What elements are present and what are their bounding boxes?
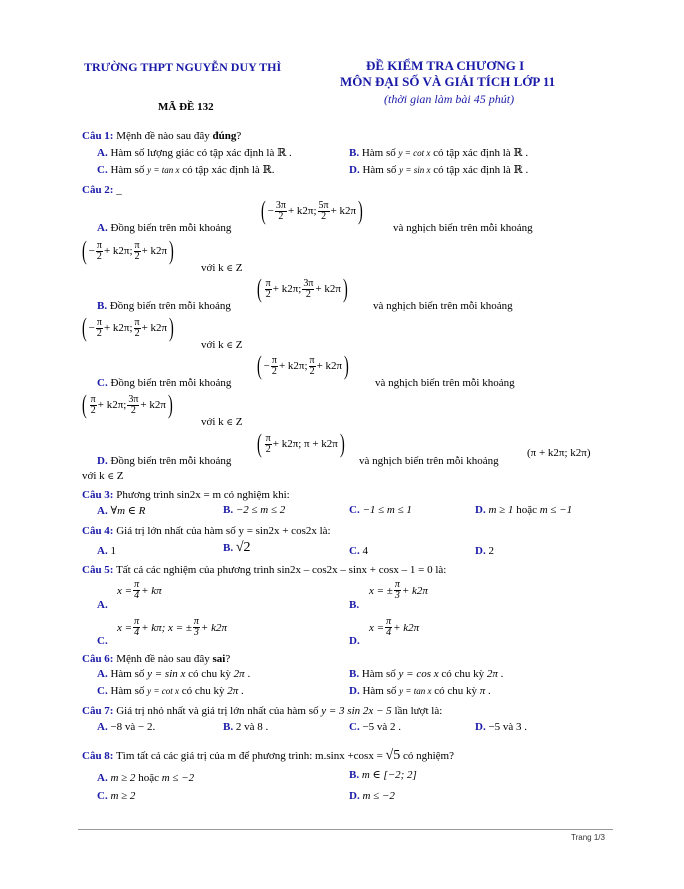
option-math-2: 2π: [227, 685, 239, 697]
option-text: Đồng biến trên mỗi khoảng: [110, 377, 232, 389]
q2c-decreasing-text: và nghịch biến trên mỗi khoảng: [375, 377, 515, 389]
element-of-symbol: ∈: [226, 340, 234, 350]
element-of-symbol: ∈: [226, 263, 234, 273]
q5-option-a-math: x = $\frac{\pi}{4}$ + kπ: [117, 579, 162, 601]
with-k-text: với k: [201, 416, 224, 428]
option-tail: .: [497, 668, 504, 680]
q2a-decreasing-text: và nghịch biến trên mỗi khoảng: [393, 222, 533, 234]
option-label: A.: [97, 545, 108, 557]
option-math: −1 ≤ m ≤ 1: [362, 504, 412, 516]
option-label: B.: [349, 147, 360, 159]
q6-option-b[interactable]: [349, 668, 503, 680]
question-7-label: Câu 7:: [82, 705, 114, 717]
q2a-increasing-interval: ( − $\frac{3\pi}{2}$ + k2π; $\frac{5\pi}{2}$ + k2π ): [260, 196, 363, 225]
question-1-qmark: ?: [236, 130, 242, 142]
option-text-mid: hoặc: [513, 504, 540, 516]
option-tail: .: [271, 164, 275, 176]
option-label: A.: [97, 721, 108, 733]
option-math-2: ℝ: [262, 164, 272, 176]
option-text-mid: có chu kỳ: [178, 685, 228, 697]
option-math-2: 2π: [233, 668, 245, 680]
option-label: C.: [97, 377, 108, 389]
option-label: A.: [97, 668, 108, 680]
option-tail: .: [238, 685, 244, 697]
option-text-mid: có tập xác định là: [430, 164, 514, 176]
option-text-mid: có chu kỳ: [431, 685, 480, 697]
option-text: Hàm số: [110, 685, 148, 697]
q6-option-d[interactable]: [349, 685, 491, 697]
question-7-stem: [82, 705, 442, 717]
option-math-2: m ≤ −2: [161, 772, 195, 784]
q5-option-b-math: x = ± $\frac{\pi}{3}$ + k2π: [369, 579, 428, 601]
q1-option-b[interactable]: [349, 146, 528, 159]
question-1-stem: [82, 130, 241, 142]
option-label: D.: [97, 455, 108, 467]
option-label: A.: [97, 147, 108, 159]
q2-option-a[interactable]: [97, 222, 231, 234]
with-k-text: với k: [201, 339, 224, 351]
option-text: 2 và 8 .: [235, 721, 269, 733]
option-math: y = tan x: [147, 165, 180, 175]
question-5-label: Câu 5:: [82, 564, 114, 576]
question-6-label: Câu 6:: [82, 653, 114, 665]
q2-option-b[interactable]: [97, 300, 231, 312]
page-number: Trang 1/3: [571, 833, 605, 842]
option-text: Hàm số: [362, 685, 400, 697]
integer-set: Z: [235, 262, 243, 274]
integer-set: Z: [235, 339, 243, 351]
option-text: −5 và 3 .: [488, 721, 528, 733]
question-2-text: _: [116, 184, 122, 196]
option-tail: .: [485, 685, 491, 697]
option-text-mid: có tập xác định là: [430, 147, 514, 159]
question-2-stem: [82, 184, 122, 196]
with-k-text: với k: [82, 470, 105, 482]
option-math: y = cos x: [398, 668, 439, 680]
option-text: Đồng biến trên mỗi khoảng: [110, 222, 232, 234]
option-text: 4: [362, 545, 368, 557]
q2c-with-k: [201, 416, 243, 428]
q2b-decreasing-interval: ( − $\frac{\pi}{2}$ + k2π; $\frac{\pi}{2}$ + k2π ): [81, 313, 174, 342]
option-math: m ∈ [−2; 2]: [361, 769, 417, 781]
option-math: m ≤ −2: [362, 790, 395, 802]
option-tail: .: [522, 164, 529, 176]
question-5-text: Tất cả các nghiệm của phương trình sin2x – cos2x – sinx + cosx – 1 = 0 là:: [116, 564, 447, 576]
question-7-text: Giá trị nhỏ nhất và giá trị lớn nhất của hàm số: [116, 705, 322, 717]
option-label: C.: [97, 685, 108, 697]
with-k-text: với k: [201, 262, 224, 274]
element-of-symbol: ∈: [226, 417, 234, 427]
q2-option-c[interactable]: [97, 377, 231, 389]
option-label: B.: [349, 668, 360, 680]
element-of-symbol: ∈: [107, 471, 115, 481]
q5-option-d-math: x = $\frac{\pi}{4}$ + k2π: [369, 616, 420, 638]
question-8-stem: [82, 748, 454, 764]
option-label: D.: [475, 721, 486, 733]
question-4-text: Giá trị lớn nhất của hàm số y = sin2x + cos2x là:: [116, 525, 331, 537]
q8-option-d[interactable]: [349, 790, 395, 802]
option-label: D.: [475, 545, 486, 557]
option-text-mid: có tập xác định là: [179, 164, 263, 176]
option-math-2: m ≤ −1: [539, 504, 573, 516]
q4-option-b[interactable]: [223, 540, 251, 556]
option-text: Đồng biến trên mỗi khoảng: [110, 455, 232, 467]
option-text: 1: [110, 545, 116, 557]
option-math-2: ℝ: [513, 147, 523, 159]
q7-option-d[interactable]: [475, 721, 527, 733]
q2d-increasing-interval: ( $\frac{\pi}{2}$ + k2π; π + k2π ): [256, 429, 345, 458]
q2d-decreasing-text: và nghịch biến trên mỗi khoảng: [359, 455, 499, 467]
q4-option-d[interactable]: [475, 545, 494, 557]
footer-divider: [78, 829, 613, 830]
option-tail: .: [244, 668, 251, 680]
option-math: y = cot x: [147, 686, 179, 696]
option-label: B.: [349, 769, 360, 781]
test-subject: MÔN ĐẠI SỐ VÀ GIẢI TÍCH LỚP 11: [340, 74, 556, 89]
option-label: B.: [223, 721, 234, 733]
q5-option-b-label[interactable]: B.: [349, 599, 360, 611]
q2b-increasing-interval: ( $\frac{\pi}{2}$ + k2π; $\frac{3\pi}{2}$ + k2π ): [256, 274, 348, 303]
q5-option-c-math: x = $\frac{\pi}{4}$ + kπ; x = ± $\frac{\pi}{3}$ + k2π: [117, 616, 227, 638]
option-math: m ≥ 2: [110, 790, 136, 802]
q8-option-a[interactable]: [97, 772, 194, 784]
question-1-label: Câu 1:: [82, 130, 114, 142]
option-label: C.: [97, 164, 108, 176]
option-math: √2: [235, 540, 251, 555]
option-math: y = sin x: [147, 668, 186, 680]
q8-option-b[interactable]: [349, 768, 417, 781]
question-7-tail: lần lượt là:: [391, 705, 443, 717]
question-8-text: Tìm tất cả các giá trị của m để phương trình: m.sinx +cosx =: [116, 750, 386, 762]
q1-option-d[interactable]: [349, 163, 528, 176]
q2d-with-k: [82, 470, 124, 482]
option-math: m ≥ 1: [488, 504, 514, 516]
option-text: Đồng biến trên mỗi khoảng: [109, 300, 231, 312]
integer-set: Z: [116, 470, 124, 482]
option-text: Hàm số: [110, 164, 148, 176]
question-3-label: Câu 3:: [82, 489, 114, 501]
option-label: B.: [223, 504, 234, 516]
question-1-emphasis: đúng: [212, 130, 237, 142]
q5-option-a-label[interactable]: A.: [97, 599, 108, 611]
question-6-text: Mệnh đề nào sau đây: [116, 653, 213, 665]
option-text-mid: có chu kỳ: [185, 668, 234, 680]
question-3-stem: [82, 489, 290, 501]
option-math: m ≥ 2: [110, 772, 136, 784]
q3-option-c[interactable]: [349, 504, 412, 516]
option-label: D.: [349, 790, 360, 802]
option-label: D.: [349, 685, 360, 697]
option-math-2: 2π: [486, 668, 498, 680]
q2a-decreasing-interval: ( − $\frac{\pi}{2}$ + k2π; $\frac{\pi}{2}$ + k2π ): [81, 236, 174, 265]
option-label: A.: [97, 772, 108, 784]
question-4-stem: [82, 525, 331, 537]
exam-code: MÃ ĐỀ 132: [158, 101, 214, 113]
integer-set: Z: [235, 416, 243, 428]
q7-option-a[interactable]: [97, 721, 155, 733]
question-4-label: Câu 4:: [82, 525, 114, 537]
option-label: C.: [349, 504, 360, 516]
question-8-math: √5: [385, 748, 401, 763]
option-label: A.: [97, 505, 108, 517]
option-math: y = tan x: [399, 686, 432, 696]
option-label: C.: [349, 545, 360, 557]
option-tail: .: [286, 147, 292, 159]
q2c-increasing-interval: ( − $\frac{\pi}{2}$ + k2π; $\frac{\pi}{2}$ + k2π ): [256, 351, 349, 380]
question-6-emphasis: sai: [212, 653, 226, 665]
option-math: ℝ: [277, 147, 287, 159]
q3-option-d[interactable]: [475, 504, 572, 516]
option-text-mid: hoặc: [135, 772, 162, 784]
q1-option-c[interactable]: [97, 163, 274, 176]
option-text: Hàm số: [361, 147, 399, 159]
option-math: y = sin x: [399, 165, 431, 175]
question-5-stem: [82, 564, 446, 576]
option-math: ∀m ∈ R: [110, 505, 146, 517]
option-label: B.: [97, 300, 108, 312]
question-2-label: Câu 2:: [82, 184, 114, 196]
q7-option-c[interactable]: [349, 721, 401, 733]
option-math-2: ℝ: [513, 164, 523, 176]
option-label: C.: [97, 790, 108, 802]
q3-option-a[interactable]: [97, 504, 145, 517]
q2-option-d[interactable]: [97, 455, 231, 467]
option-text: Hàm số lượng giác có tập xác định là: [110, 147, 278, 159]
option-label: A.: [97, 222, 108, 234]
option-label: D.: [475, 504, 486, 516]
question-6-stem: [82, 653, 230, 665]
option-label: C.: [349, 721, 360, 733]
q2d-decreasing-interval: (π + k2π; k2π): [527, 447, 591, 459]
question-3-text: Phương trình sin2x = m có nghiệm khi:: [116, 489, 290, 501]
option-math-2: π: [479, 685, 486, 697]
q7-option-b[interactable]: [223, 721, 268, 733]
option-label: B.: [223, 542, 234, 554]
q5-option-d-label[interactable]: D.: [349, 635, 360, 647]
option-label: D.: [349, 164, 360, 176]
q2a-with-k: [201, 262, 243, 274]
question-8-label: Câu 8:: [82, 750, 114, 762]
school-name: TRƯỜNG THPT NGUYỄN DUY THÌ: [84, 60, 282, 74]
option-text: Hàm số: [110, 668, 148, 680]
question-7-math: y = 3 sin 2x − 5: [321, 705, 392, 717]
q3-option-b[interactable]: [223, 504, 285, 516]
q4-option-a[interactable]: [97, 545, 116, 557]
question-1-text: Mệnh đề nào sau đây: [116, 130, 213, 142]
q2b-with-k: [201, 339, 243, 351]
option-text-mid: có chu kỳ: [438, 668, 487, 680]
q8-option-c[interactable]: [97, 790, 135, 802]
test-title: ĐỀ KIỂM TRA CHƯƠNG I: [366, 58, 525, 73]
option-text: Hàm số: [362, 164, 400, 176]
test-duration: (thời gian làm bài 45 phút): [384, 92, 515, 106]
option-tail: .: [522, 147, 529, 159]
option-math: y = cot x: [398, 148, 431, 158]
q2c-decreasing-interval: ( $\frac{\pi}{2}$ + k2π; $\frac{3\pi}{2}$ + k2π ): [81, 390, 173, 419]
q6-option-c[interactable]: [97, 685, 244, 697]
option-text: Hàm số: [361, 668, 399, 680]
question-6-qmark: ?: [225, 653, 231, 665]
q2b-decreasing-text: và nghịch biến trên mỗi khoảng: [373, 300, 513, 312]
option-text: −5 và 2 .: [362, 721, 402, 733]
q4-option-c[interactable]: [349, 545, 368, 557]
option-text: 2: [488, 545, 494, 557]
question-8-tail: có nghiệm?: [400, 750, 454, 762]
q6-option-a[interactable]: [97, 668, 250, 680]
q1-option-a[interactable]: [97, 146, 292, 159]
option-text: −8 và − 2.: [110, 721, 156, 733]
option-math: −2 ≤ m ≤ 2: [235, 504, 286, 516]
q5-option-c-label[interactable]: C.: [97, 635, 108, 647]
